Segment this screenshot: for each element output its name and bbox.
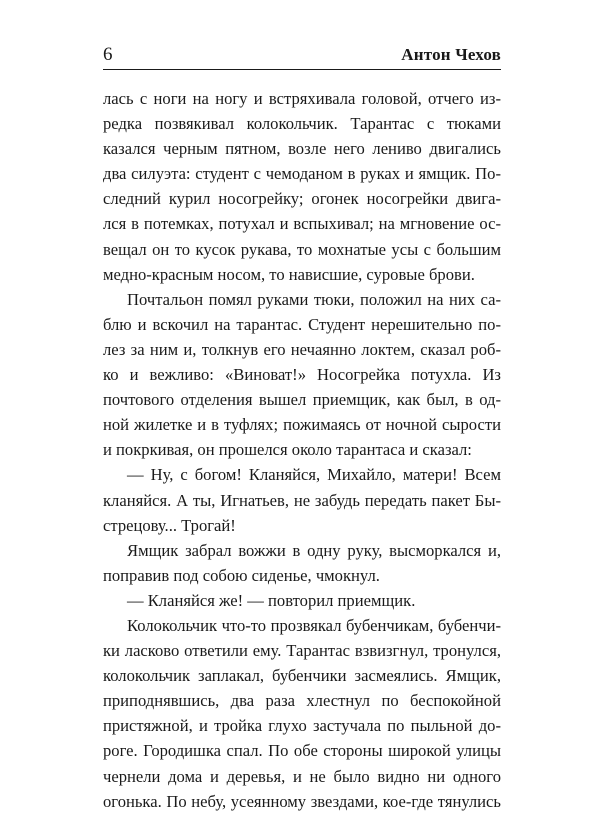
header-rule <box>103 69 501 70</box>
text-line: роге. Городишка спал. По обе стороны широкой улицы <box>103 741 501 761</box>
text-line: лась с ноги на ногу и встряхивала головой, отчего из- <box>103 89 501 108</box>
text-line: лез за ним и, толкнув его нечаянно локтем, сказал роб- <box>103 339 501 359</box>
text-line: ки ласково ответили ему. Тарантас взвизгнул, тронулся, <box>103 641 501 661</box>
text-line: медно-красным носом, то нависшие, суровые брови. <box>103 264 475 284</box>
text-line: Ямщик забрал вожжи в одну руку, высморкался и, <box>127 540 501 560</box>
text-line: вещал он то кусок рукава, то мохнатые усы с большим <box>103 239 501 259</box>
text-line: два силуэта: студент с чемоданом в руках и ямщик. По- <box>103 164 501 184</box>
text-line: — Ну, с богом! Кланяйся, Михайло, матери! Всем <box>127 465 501 485</box>
text-line: приподнявшись, два раза хлестнул по беспокойной <box>103 691 501 711</box>
page-header <box>103 44 501 70</box>
text-line: колокольчик заплакал, бубенчики засмеялись. Ямщик, <box>103 666 501 686</box>
text-line: и покркивая, он прошелся около тарантаса и сказал: <box>103 440 472 460</box>
text-line: стрецову... Трогай! <box>103 515 236 535</box>
text-line: почтового отделения вышел приемщик, как был, в од- <box>103 390 501 410</box>
text-line: ной жилетке и в туфлях; пожимаясь от ночной сырости <box>103 415 501 435</box>
text-line: редка позвякивал колокольчик. Тарантас с тюками <box>103 114 501 134</box>
text-line: лся в потемках, потухал и вспыхивал; на мгновение ос- <box>103 214 501 234</box>
text-line: Колокольчик что-то прозвякал бубенчикам, бубенчи- <box>127 615 501 635</box>
text-line: ко и вежливо: «Виноват!» Носогрейка потухла. Из <box>103 365 501 385</box>
text-line: кланяйся. А ты, Игнатьев, не забудь передать пакет Бы- <box>103 490 501 510</box>
text-line: Почтальон помял руками тюки, положил на них са- <box>127 289 501 309</box>
text-line: поправив под собою сиденье, чмокнул. <box>103 565 380 585</box>
running-head-author: Антон Чехов <box>401 45 501 64</box>
text-line: огонька. По небу, усеянному звездами, кое-где тянулись <box>103 791 501 811</box>
text-line: казался черным пятном, возле него лениво двигались <box>103 139 501 159</box>
body-text <box>103 86 501 814</box>
page-number: 6 <box>103 44 113 65</box>
text-line: пристяжной, и тройка глухо застучала по пыльной до- <box>103 716 501 736</box>
text-line: следний курил носогрейку; огонек носогрейки двига- <box>103 189 501 209</box>
text-line: чернели дома и деревья, и не было видно ни одного <box>103 766 501 786</box>
text-line: блю и вскочил на тарантас. Студент нерешительно по- <box>103 314 501 334</box>
text-line: — Кланяйся же! — повторил приемщик. <box>127 590 416 610</box>
